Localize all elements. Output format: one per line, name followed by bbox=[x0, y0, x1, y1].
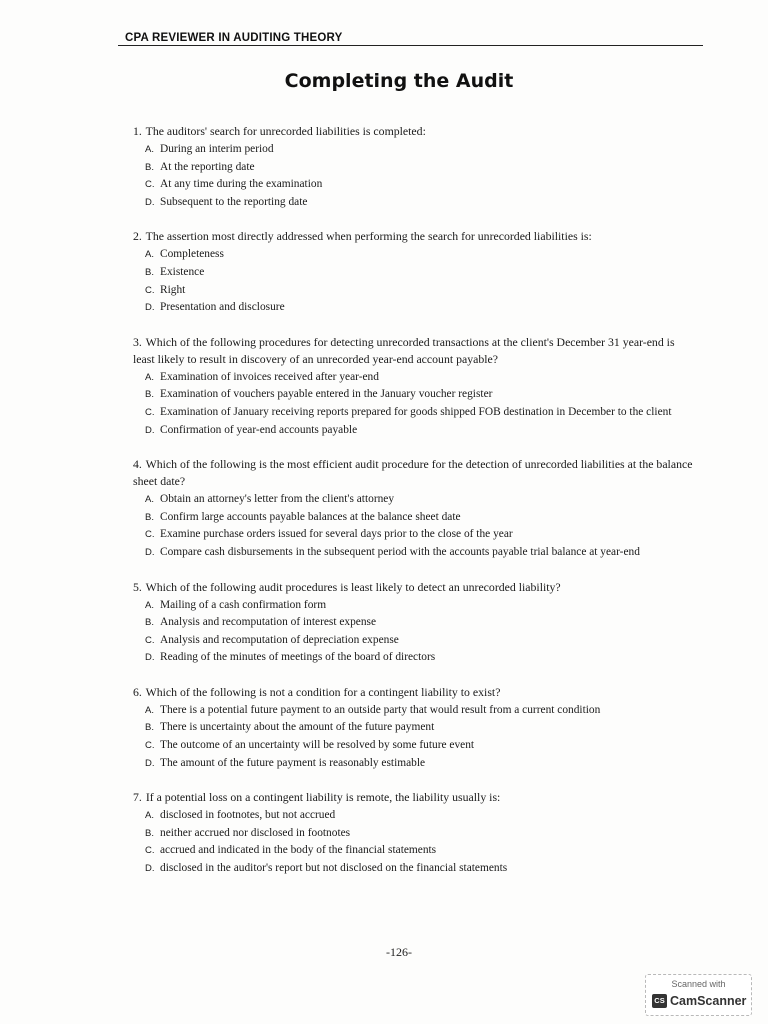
page-number: -126- bbox=[386, 945, 412, 959]
camscanner-logo-icon: CS bbox=[652, 994, 667, 1008]
option-letter: D. bbox=[145, 196, 155, 208]
answer-option bbox=[133, 159, 693, 177]
answer-option bbox=[133, 299, 693, 317]
option-text: Reading of the minutes of meetings of the board of directors bbox=[160, 651, 436, 664]
option-text: Examination of invoices received after year-end bbox=[160, 370, 379, 383]
answer-option bbox=[133, 141, 693, 159]
answer-option bbox=[133, 807, 693, 825]
option-letter: B. bbox=[145, 511, 154, 523]
answer-option bbox=[133, 649, 693, 667]
question-text: Which of the following is the most efficient audit procedure for the detection of unrecorded liabilities at the balance sheet date? bbox=[133, 457, 693, 489]
answer-option bbox=[133, 491, 693, 509]
option-text: Examine purchase orders issued for several days prior to the close of the year bbox=[160, 528, 513, 541]
answer-option bbox=[133, 825, 693, 843]
option-letter: C. bbox=[145, 406, 155, 418]
option-text: Completeness bbox=[160, 248, 224, 261]
question-stem bbox=[133, 684, 693, 701]
option-letter: B. bbox=[145, 617, 154, 629]
option-text: Examination of January receiving reports prepared for goods shipped FOB destination in December to the client bbox=[160, 405, 672, 418]
option-letter: C. bbox=[145, 740, 155, 752]
question-number: 2. bbox=[133, 229, 142, 244]
question-item bbox=[133, 123, 693, 211]
option-text: Subsequent to the reporting date bbox=[160, 195, 308, 208]
question-number: 6. bbox=[133, 684, 142, 699]
option-letter: A. bbox=[145, 249, 154, 261]
answer-options bbox=[133, 597, 693, 667]
option-letter: D. bbox=[145, 424, 155, 436]
answer-option bbox=[133, 544, 693, 562]
option-letter: D. bbox=[145, 757, 155, 769]
option-text: Analysis and recomputation of interest expense bbox=[160, 616, 377, 629]
option-text: Analysis and recomputation of depreciation expense bbox=[160, 633, 399, 646]
page-title: Completing the Audit bbox=[284, 70, 514, 92]
question-item bbox=[133, 579, 693, 667]
question-stem bbox=[133, 228, 693, 245]
answer-option bbox=[133, 369, 693, 387]
question-item bbox=[133, 228, 693, 316]
question-text: Which of the following is not a condition for a contingent liability to exist? bbox=[145, 684, 501, 699]
option-letter: D. bbox=[145, 863, 155, 875]
option-letter: B. bbox=[145, 389, 154, 401]
question-stem bbox=[133, 123, 693, 140]
option-text: There is a potential future payment to an outside party that would result from a current condition bbox=[160, 703, 601, 716]
question-number: 1. bbox=[133, 124, 142, 138]
answer-options bbox=[133, 141, 693, 211]
answer-option bbox=[133, 509, 693, 527]
option-letter: A. bbox=[145, 810, 154, 822]
question-item bbox=[133, 334, 693, 439]
answer-option bbox=[133, 282, 693, 300]
question-item bbox=[133, 684, 693, 772]
option-letter: A. bbox=[145, 144, 154, 155]
option-letter: C. bbox=[145, 529, 155, 541]
option-text: Right bbox=[160, 283, 186, 296]
option-text: Presentation and disclosure bbox=[160, 301, 285, 314]
option-letter: B. bbox=[145, 161, 154, 173]
answer-options bbox=[133, 246, 693, 316]
answer-options bbox=[133, 491, 693, 561]
answer-option bbox=[133, 386, 693, 404]
question-item bbox=[133, 456, 693, 561]
camscanner-watermark bbox=[645, 974, 752, 1016]
question-text: Which of the following audit procedures is least likely to detect an unrecorded liability? bbox=[145, 579, 561, 594]
camscanner-brand: CamScanner bbox=[670, 994, 747, 1008]
question-stem bbox=[133, 579, 693, 596]
option-letter: A. bbox=[145, 371, 154, 383]
option-text: During an interim period bbox=[160, 143, 274, 155]
answer-option bbox=[133, 719, 693, 737]
option-letter: D. bbox=[145, 652, 155, 664]
option-letter: B. bbox=[145, 827, 154, 839]
question-number: 3. bbox=[133, 334, 142, 349]
option-letter: A. bbox=[145, 494, 154, 506]
question-stem bbox=[133, 456, 693, 490]
running-header: CPA REVIEWER IN AUDITING THEORY bbox=[125, 32, 343, 44]
answer-option bbox=[133, 614, 693, 632]
option-letter: C. bbox=[145, 179, 155, 191]
option-letter: C. bbox=[145, 634, 155, 646]
answer-options bbox=[133, 702, 693, 772]
option-text: At any time during the examination bbox=[160, 178, 323, 191]
question-number: 4. bbox=[133, 457, 142, 472]
answer-option bbox=[133, 246, 693, 264]
option-text: neither accrued nor disclosed in footnotes bbox=[160, 826, 351, 839]
question-item bbox=[133, 789, 693, 877]
option-letter: D. bbox=[145, 546, 155, 558]
option-letter: C. bbox=[145, 845, 155, 857]
answer-option bbox=[133, 755, 693, 773]
option-text: Confirm large accounts payable balances at the balance sheet date bbox=[160, 510, 461, 523]
question-text: The auditors' search for unrecorded liabilities is completed: bbox=[145, 124, 426, 138]
option-text: The outcome of an uncertainty will be resolved by some future event bbox=[160, 739, 475, 752]
question-text: The assertion most directly addressed when performing the search for unrecorded liabilities is: bbox=[145, 229, 592, 244]
answer-option bbox=[133, 404, 693, 422]
question-text: Which of the following procedures for detecting unrecorded transactions at the client's December 31 year-end is least likely to result in discovery of an unrecorded year-end account payable? bbox=[133, 334, 675, 366]
option-text: Confirmation of year-end accounts payable bbox=[160, 423, 358, 436]
option-text: There is uncertainty about the amount of the future payment bbox=[160, 721, 435, 734]
answer-option bbox=[133, 597, 693, 615]
answer-option bbox=[133, 632, 693, 650]
option-text: disclosed in footnotes, but not accrued bbox=[160, 809, 336, 822]
answer-option bbox=[133, 737, 693, 755]
option-letter: C. bbox=[145, 284, 155, 296]
answer-option bbox=[133, 194, 693, 212]
answer-option bbox=[133, 526, 693, 544]
option-letter: B. bbox=[145, 266, 154, 278]
answer-option bbox=[133, 860, 693, 878]
question-number: 5. bbox=[133, 579, 142, 594]
answer-options bbox=[133, 369, 693, 439]
option-letter: A. bbox=[145, 704, 154, 716]
question-stem bbox=[133, 789, 693, 806]
question-list bbox=[133, 123, 693, 895]
option-text: Examination of vouchers payable entered in the January voucher register bbox=[160, 388, 493, 401]
question-stem bbox=[133, 334, 693, 368]
option-text: Mailing of a cash confirmation form bbox=[160, 598, 327, 611]
option-text: disclosed in the auditor's report but not disclosed on the financial statements bbox=[160, 862, 508, 875]
camscanner-brand-row bbox=[652, 993, 746, 1009]
option-text: Compare cash disbursements in the subsequent period with the accounts payable trial balance at year-end bbox=[160, 545, 640, 558]
option-letter: A. bbox=[145, 599, 154, 611]
answer-option bbox=[133, 176, 693, 194]
question-text: If a potential loss on a contingent liability is remote, the liability usually is: bbox=[145, 790, 501, 805]
option-letter: D. bbox=[145, 302, 155, 314]
option-letter: B. bbox=[145, 722, 154, 734]
answer-option bbox=[133, 702, 693, 720]
answer-option bbox=[133, 422, 693, 440]
header-rule bbox=[118, 45, 703, 46]
option-text: At the reporting date bbox=[160, 160, 255, 173]
option-text: The amount of the future payment is reasonably estimable bbox=[160, 756, 426, 769]
option-text: Existence bbox=[160, 265, 205, 278]
option-text: accrued and indicated in the body of the financial statements bbox=[160, 844, 437, 857]
scanned-with-label: Scanned with bbox=[671, 979, 726, 989]
option-text: Obtain an attorney's letter from the client's attorney bbox=[160, 493, 395, 506]
answer-options bbox=[133, 807, 693, 877]
answer-option bbox=[133, 842, 693, 860]
question-number: 7. bbox=[133, 790, 142, 805]
answer-option bbox=[133, 264, 693, 282]
